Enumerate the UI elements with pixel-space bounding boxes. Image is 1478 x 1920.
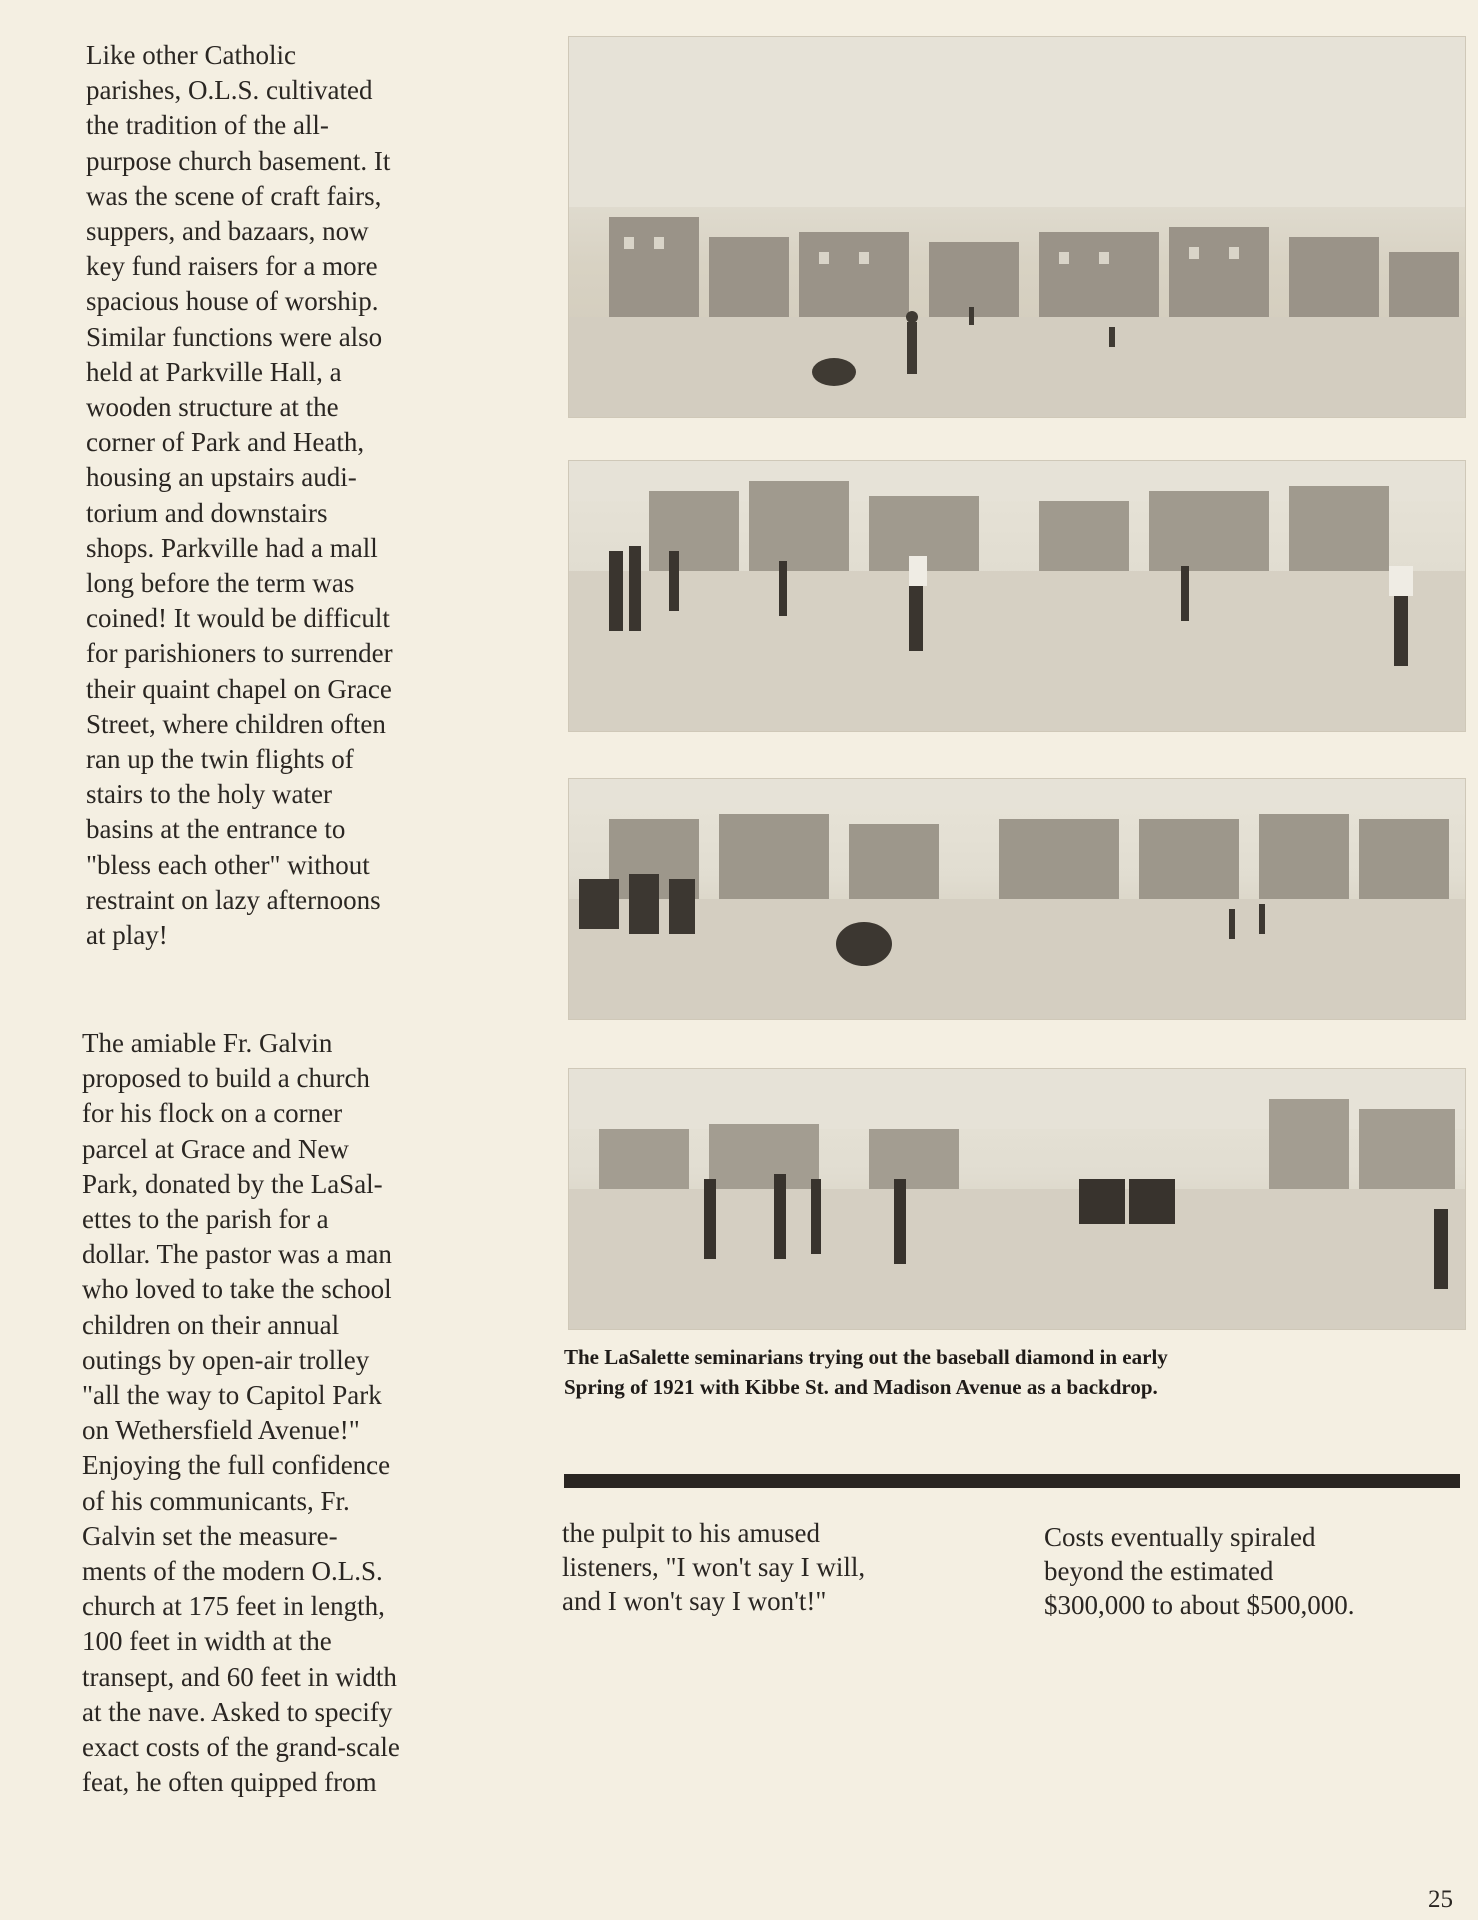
- page-number: 25: [1428, 1886, 1453, 1913]
- body-paragraph-1: Like other Catholic parishes, O.L.S. cultivated the tradition of the all- purpose church basement. It was the scene of craft fairs, suppers, and bazaars, now key fund raisers for a more spacious house of worship. Similar functions were also held at Parkville Hall, a wooden structure at the corner of Park and Heath, housing an upstairs audi- torium and downstairs shops. Parkville had a mall long before the term was coined! It would be difficult for parishioners to surrender their quaint chapel on Grace Street, where children often ran up the twin flights of stairs to the holy water basins at the entrance to "bless each other" without restraint on lazy afternoons at play!: [86, 40, 393, 951]
- body-paragraph-4: Costs eventually spiraled beyond the estimated $300,000 to about $500,000.: [1044, 1522, 1355, 1620]
- section-divider: [564, 1474, 1460, 1488]
- body-paragraph-3: the pulpit to his amused listeners, "I won't say I will, and I won't say I won't!": [562, 1518, 866, 1616]
- baseball-photo-2: [568, 460, 1466, 732]
- photo-caption: The LaSalette seminarians trying out the baseball diamond in early Spring of 1921 with Kibbe St. and Madison Avenue as a backdrop.: [564, 1345, 1168, 1399]
- baseball-photo-1: [568, 36, 1466, 418]
- body-paragraph-2: The amiable Fr. Galvin proposed to build a church for his flock on a corner parcel at Grace and New Park, donated by the LaSal- ettes to the parish for a dollar. The pastor was a man who loved to take the school children on their annual outings by open-air trolley "all the way to Capitol Park on Wethersfield Avenue!" Enjoying the full confidence of his communicants, Fr. Galvin set the measure- ments of the modern O.L.S. church at 175 feet in length, 100 feet in width at the transept, and 60 feet in width at the nave. Asked to specify exact costs of the grand-scale feat, he often quipped from: [82, 1028, 400, 1798]
- baseball-photo-4: [568, 1068, 1466, 1330]
- baseball-photo-3: [568, 778, 1466, 1020]
